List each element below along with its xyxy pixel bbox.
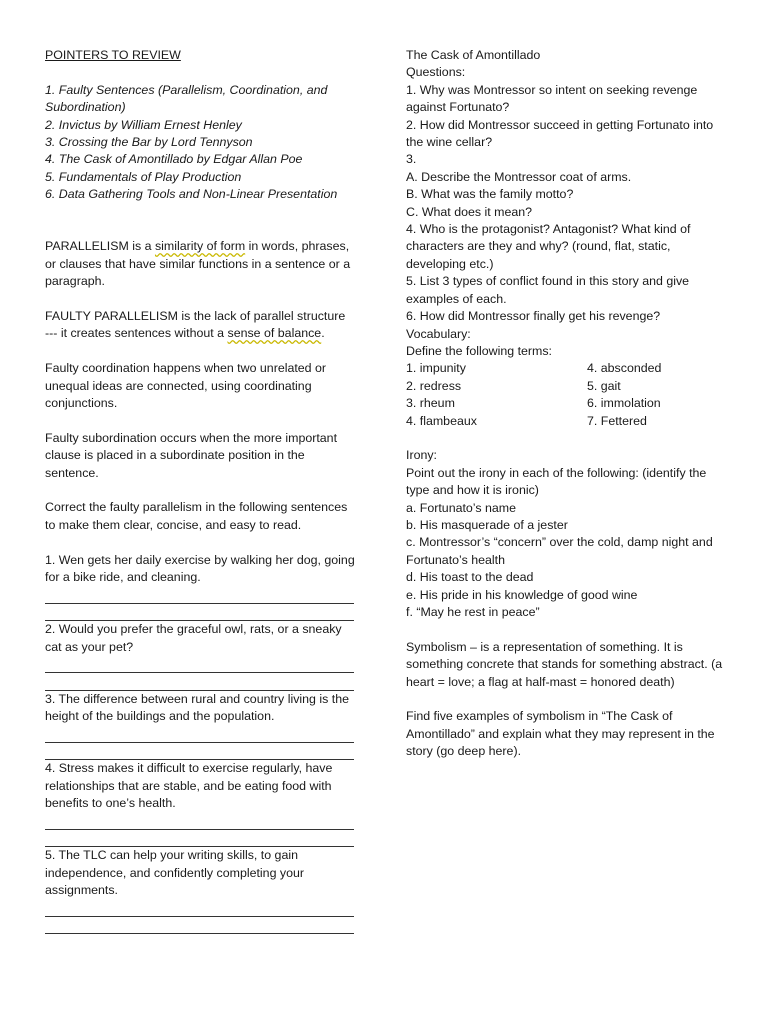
vocab-term: 6. immolation: [587, 396, 661, 411]
irony-item: b. His masquerade of a jester: [406, 517, 568, 532]
question-item: 2. How did Montressor succeed in getting Fortunato into the wine cellar?: [406, 117, 714, 150]
irony-label: Irony:: [406, 448, 437, 463]
exercise-instructions: Correct the faulty parallelism in the following sentences to make them clear, concise, and easy to read.: [45, 500, 348, 532]
vocab-term: 7. Fettered: [587, 413, 647, 428]
faulty-parallelism-line1: FAULTY PARALLELISM is the lack of parallel structure: [45, 309, 346, 324]
vocab-term: 4. flambeaux: [406, 413, 477, 428]
faulty-parallelism-post: .: [321, 326, 325, 341]
vocabulary-label: Vocabulary:: [406, 326, 471, 341]
irony-item: e. His pride in his knowledge of good wine: [406, 587, 638, 602]
irony-item: c. Montressor’s “concern” over the cold, damp night and Fortunato’s health: [406, 535, 713, 567]
question-item: 3.: [406, 152, 417, 167]
pointer-item: 3. Crossing the Bar by Lord Tennyson: [45, 135, 253, 150]
answer-line[interactable]: [45, 673, 354, 690]
pointers-list: [45, 82, 361, 204]
exercise-item: 1. Wen gets her daily exercise by walking her dog, going for a bike ride, and cleaning.: [45, 552, 355, 585]
vocab-term: 4. absconded: [587, 361, 662, 376]
parallelism-definition: [45, 238, 361, 290]
answer-line[interactable]: [45, 656, 354, 673]
pointer-item: 1. Faulty Sentences (Parallelism, Coordination, and Subordination): [45, 82, 328, 115]
faulty-parallelism-line2: [45, 325, 361, 342]
faulty-subordination: Faulty subordination occurs when the more important clause is placed in a subordinate position in the sentence.: [45, 430, 338, 480]
irony-list: [406, 500, 726, 622]
answer-line[interactable]: [45, 726, 354, 743]
answer-line[interactable]: [45, 900, 354, 917]
symbolism-definition: Symbolism – is a representation of something. It is something concrete that stands for something abstract. (a heart = love; a flag at half-mast = honored death): [406, 639, 723, 689]
similarity-of-form: similarity of form: [154, 239, 246, 254]
question-item: B. What was the family motto?: [406, 187, 574, 202]
answer-line[interactable]: [45, 586, 354, 603]
parallelism-post: in words, phrases, or clauses that have similar functions in a sentence or a paragraph.: [45, 239, 351, 289]
answer-line[interactable]: [45, 604, 354, 621]
answer-line[interactable]: [45, 917, 354, 934]
story-title: The Cask of Amontillado: [406, 48, 541, 62]
vocab-term: 5. gait: [587, 378, 621, 393]
pointer-item: 6. Data Gathering Tools and Non-Linear Presentation: [45, 187, 338, 202]
question-item: C. What does it mean?: [406, 204, 533, 219]
question-item: 5. List 3 types of conflict found in this story and give examples of each.: [406, 274, 690, 306]
left-column: [45, 47, 361, 934]
vocabulary-list: [406, 360, 726, 430]
answer-line[interactable]: [45, 813, 354, 830]
symbolism-task: Find five examples of symbolism in “The Cask of Amontillado” and explain what they may represent in the story (go deep here).: [406, 709, 715, 759]
exercise-item: 3. The difference between rural and country living is the height of the buildings and the population.: [45, 691, 349, 724]
irony-item: a. Fortunato’s name: [406, 500, 516, 515]
vocab-term: 2. redress: [406, 378, 462, 393]
answer-line[interactable]: [45, 830, 354, 847]
exercise-item: 2. Would you prefer the graceful owl, rats, or a sneaky cat as your pet?: [45, 622, 342, 654]
irony-instructions: Point out the irony in each of the following: (identify the type and how it is ironic): [406, 465, 707, 498]
sense-of-balance: sense of balance: [227, 326, 322, 341]
pointer-item: 5. Fundamentals of Play Production: [45, 169, 242, 184]
vocab-term: 1. impunity: [406, 361, 466, 376]
answer-line[interactable]: [45, 743, 354, 760]
vocab-term: 3. rheum: [406, 396, 455, 411]
question-item: 4. Who is the protagonist? Antagonist? What kind of characters are they and why? (round, flat, static, developing etc.): [406, 222, 691, 271]
question-item: 6. How did Montressor finally get his revenge?: [406, 309, 661, 324]
exercise-item: 5. The TLC can help your writing skills, to gain independence, and confidently completing your assignments.: [45, 848, 305, 898]
question-item: A. Describe the Montressor coat of arms.: [406, 169, 632, 184]
pointers-heading: POINTERS TO REVIEW: [45, 48, 181, 62]
irony-item: f. “May he rest in peace”: [406, 604, 540, 619]
question-item: 1. Why was Montressor so intent on seeking revenge against Fortunato?: [406, 82, 698, 115]
parallelism-pre: PARALLELISM is a: [45, 239, 155, 254]
vocabulary-instructions: Define the following terms:: [406, 343, 553, 358]
irony-item: d. His toast to the dead: [406, 570, 534, 585]
faulty-parallelism-pre: --- it creates sentences without a: [45, 326, 228, 341]
pointer-item: 2. Invictus by William Ernest Henley: [45, 117, 242, 132]
right-column: [406, 47, 726, 761]
exercise-item: 4. Stress makes it difficult to exercise regularly, have relationships that are stable, and be eating food with benefits to one’s health.: [45, 761, 333, 811]
pointer-item: 4. The Cask of Amontillado by Edgar Allan Poe: [45, 152, 303, 167]
questions-label: Questions:: [406, 65, 466, 80]
faulty-coordination: Faulty coordination happens when two unrelated or unequal ideas are connected, using coordinating conjunctions.: [45, 361, 327, 411]
questions-list: [406, 82, 726, 326]
